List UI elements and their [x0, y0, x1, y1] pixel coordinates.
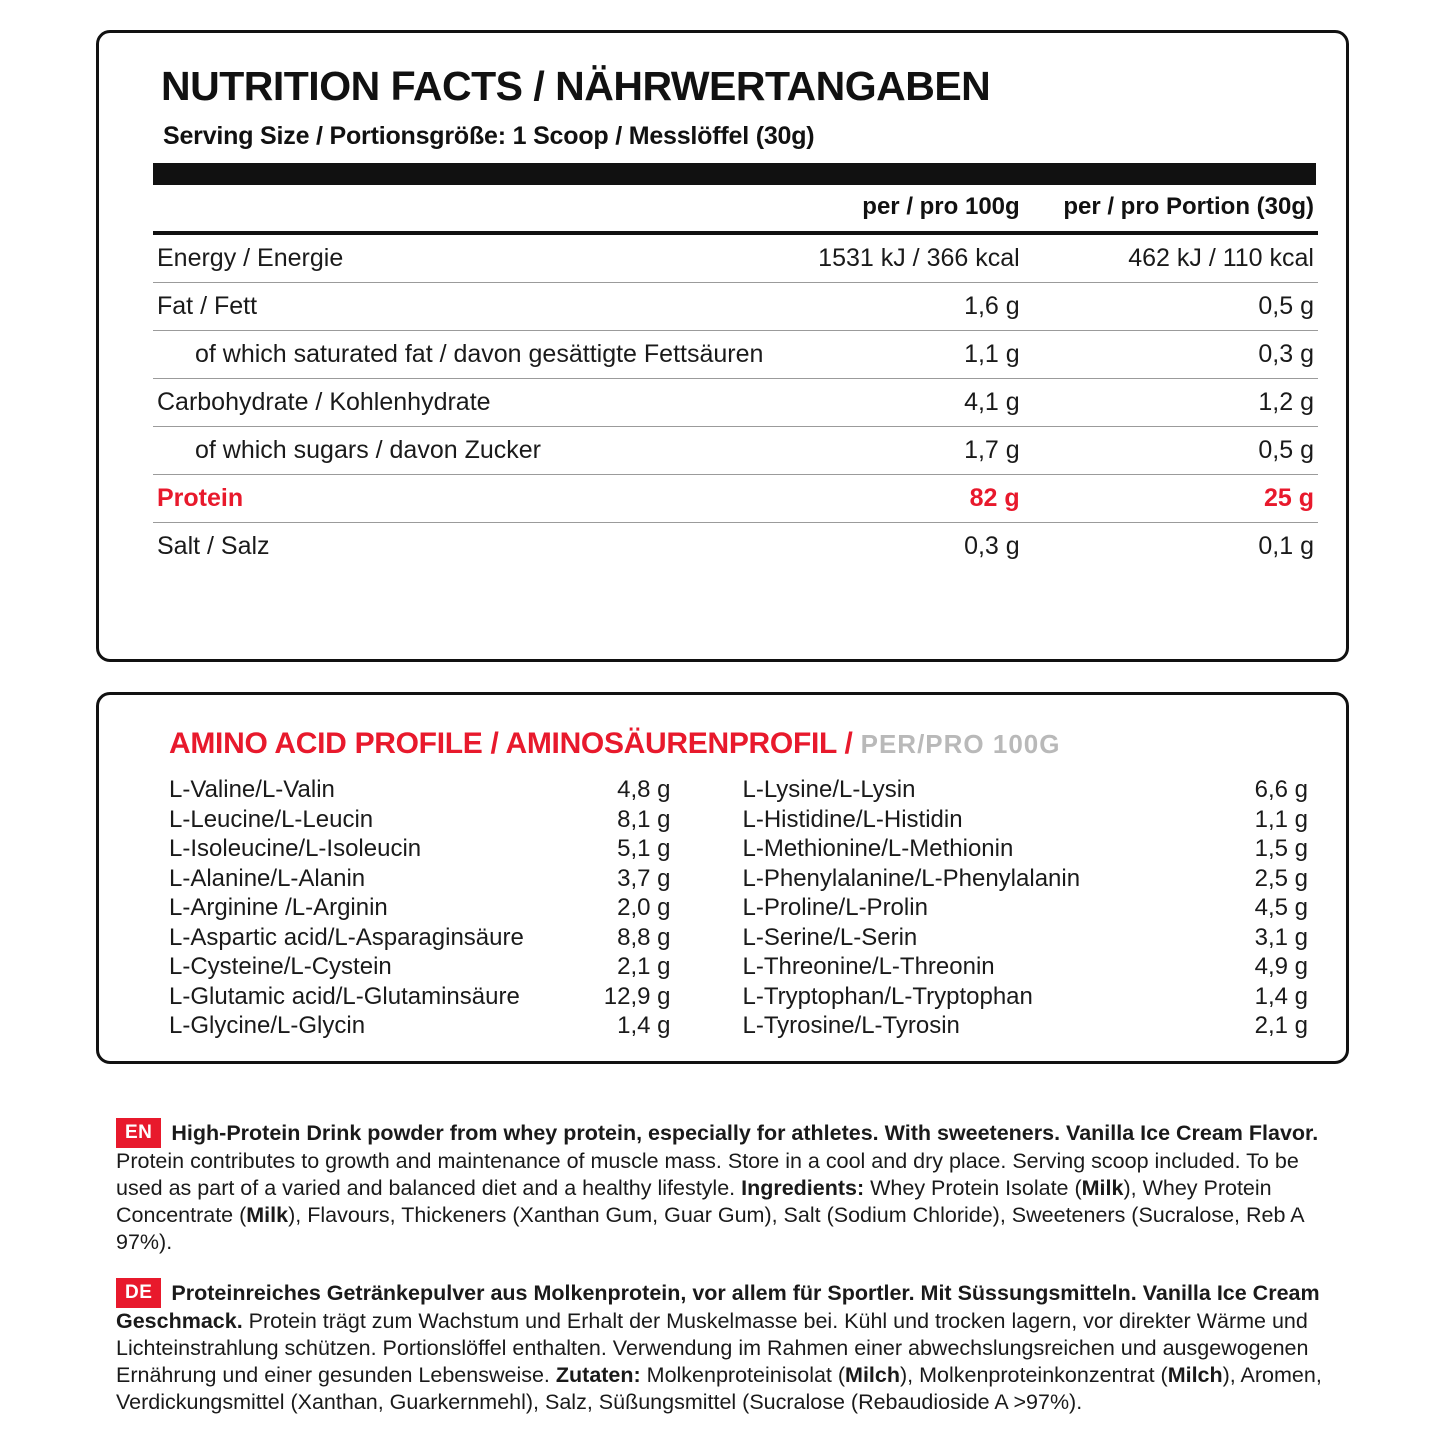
amino-name: L-Methionine/L-Methionin — [742, 835, 1014, 862]
nutrient-value-100g: 82 g — [767, 475, 1023, 523]
list-item — [743, 805, 1317, 835]
amino-name: L-Cysteine/L-Cystein — [169, 953, 392, 980]
amino-value: 2,0 g — [617, 894, 671, 921]
list-item — [169, 805, 743, 835]
list-item — [169, 923, 743, 953]
allergen-milk-de-1: Milch — [845, 1363, 900, 1387]
list-item — [169, 864, 743, 894]
language-badge-de: DE — [116, 1278, 161, 1308]
amino-value: 6,6 g — [1254, 776, 1308, 803]
amino-name: L-Aspartic acid/L-Asparaginsäure — [169, 923, 524, 951]
list-item — [169, 952, 743, 982]
nutrient-value-portion: 0,5 g — [1024, 427, 1318, 475]
amino-value: 4,9 g — [1254, 953, 1308, 980]
amino-name: L-Isoleucine/L-Isoleucin — [169, 835, 422, 862]
allergen-milk-en-1: Milk — [1081, 1176, 1124, 1200]
ingredients-label-de: Zutaten: — [555, 1363, 641, 1387]
amino-name: L-Glycine/L-Glycin — [169, 1012, 366, 1039]
amino-profile-title-text: AMINO ACID PROFILE / AMINOSÄURENPROFIL / — [169, 727, 853, 760]
allergen-milk-de-2: Milch — [1167, 1363, 1223, 1387]
table-row — [153, 427, 1318, 475]
amino-name: L-Glutamic acid/L-Glutaminsäure — [169, 982, 520, 1010]
amino-value: 2,5 g — [1254, 864, 1308, 892]
amino-name: L-Valine/L-Valin — [169, 776, 335, 803]
list-item — [743, 893, 1317, 923]
column-header-nutrient — [153, 185, 767, 233]
ingredients-label-en: Ingredients: — [741, 1176, 865, 1200]
amino-column-left — [169, 775, 743, 1041]
table-row — [153, 379, 1318, 427]
amino-profile-subtitle: PER/PRO 100G — [860, 729, 1061, 759]
nutrient-value-portion: 0,5 g — [1024, 283, 1318, 331]
amino-value: 1,5 g — [1254, 835, 1308, 862]
table-row — [153, 523, 1318, 571]
list-item — [743, 923, 1317, 953]
amino-name: L-Histidine/L-Histidin — [742, 805, 963, 833]
nutrient-value-portion: 1,2 g — [1024, 379, 1318, 427]
amino-value: 2,1 g — [1254, 1012, 1308, 1039]
list-item — [743, 1011, 1317, 1041]
amino-name: L-Leucine/L-Leucin — [169, 805, 374, 833]
amino-name: L-Phenylalanine/L-Phenylalanin — [742, 864, 1081, 892]
column-header-per-portion: per / pro Portion (30g) — [1024, 185, 1318, 233]
amino-name: L-Proline/L-Prolin — [742, 894, 928, 921]
amino-name: L-Tyrosine/L-Tyrosin — [742, 1012, 960, 1039]
amino-name: L-Tryptophan/L-Tryptophan — [742, 982, 1033, 1010]
language-badge-en: EN — [116, 1118, 161, 1148]
nutrient-value-100g: 1,1 g — [767, 331, 1023, 379]
table-row — [153, 233, 1318, 283]
amino-name: L-Threonine/L-Threonin — [742, 953, 995, 980]
nutrient-value-portion: 0,1 g — [1258, 532, 1314, 560]
nutrient-value-100g: 1,7 g — [767, 427, 1023, 475]
list-item — [743, 982, 1317, 1012]
nutrient-label: Energy / Energie — [153, 233, 767, 283]
description-lead-de: Proteinreiches Getränkepulver aus Molkenprotein, vor allem für Sportler. Mit Süssungsmitteln. Vanilla Ice Cream Geschmack. — [116, 1281, 1320, 1333]
amino-columns — [169, 775, 1316, 1041]
description-german — [116, 1278, 1349, 1416]
amino-value: 4,5 g — [1254, 894, 1308, 921]
amino-value: 3,1 g — [1254, 923, 1308, 951]
nutrient-value-100g: 4,1 g — [767, 379, 1023, 427]
nutrient-label: of which saturated fat / davon gesättigte Fettsäuren — [153, 331, 767, 379]
list-item — [169, 893, 743, 923]
ingredients-part3-en: ), Flavours, Thickeners (Xanthan Gum, Guar Gum), Salt (Sodium Chloride), Sweeteners (Sucralose, Reb A 97%). — [116, 1203, 1304, 1254]
nutrition-facts-title: NUTRITION FACTS / NÄHRWERTANGABEN — [161, 63, 991, 109]
header-black-bar — [153, 163, 1316, 185]
ingredients-part2-en: ), Whey Protein Concentrate ( — [116, 1176, 1272, 1227]
nutrient-label: Fat / Fett — [153, 283, 767, 331]
nutrient-value-100g: 0,3 g — [964, 532, 1020, 560]
amino-acid-profile-panel — [96, 692, 1349, 1064]
nutrient-value-portion: 25 g — [1024, 475, 1318, 523]
description-english — [116, 1118, 1349, 1256]
nutrient-value-100g: 1,6 g — [767, 283, 1023, 331]
description-body-en: Protein contributes to growth and maintenance of muscle mass. Store in a cool and dry place. Serving scoop included. To be used as part of a varied and balanced diet and a healthy lifestyle. — [116, 1149, 1299, 1200]
table-row — [153, 331, 1318, 379]
allergen-milk-en-2: Milk — [246, 1203, 289, 1227]
amino-value: 4,8 g — [617, 776, 671, 803]
list-item — [743, 952, 1317, 982]
list-item — [169, 1011, 743, 1041]
amino-value: 12,9 g — [603, 982, 671, 1010]
amino-name: L-Lysine/L-Lysin — [742, 776, 916, 803]
list-item — [743, 864, 1317, 894]
amino-name: L-Alanine/L-Alanin — [169, 864, 366, 892]
amino-name: L-Arginine /L-Arginin — [169, 894, 388, 921]
nutrient-label: Protein — [153, 475, 767, 523]
nutrition-facts-panel — [96, 30, 1349, 662]
ingredients-part3-de: ), Aromen, Verdickungsmittel (Xanthan, Guarkernmehl), Salz, Süßungsmittel (Sucralose (Rebaudioside A >97%). — [116, 1363, 1322, 1414]
amino-value: 5,1 g — [617, 835, 671, 862]
table-row-protein — [153, 475, 1318, 523]
nutrient-label: of which sugars / davon Zucker — [153, 427, 767, 475]
list-item — [169, 775, 743, 805]
nutrient-value-portion: 462 kJ / 110 kcal — [1024, 233, 1318, 283]
ingredients-part1-en: Whey Protein Isolate ( — [864, 1176, 1082, 1200]
nutrient-label: Carbohydrate / Kohlenhydrate — [153, 379, 767, 427]
amino-value: 2,1 g — [617, 953, 671, 980]
column-header-per-100g: per / pro 100g — [767, 185, 1023, 233]
amino-value: 1,4 g — [617, 1012, 671, 1039]
list-item — [743, 775, 1317, 805]
amino-value: 8,1 g — [617, 805, 671, 833]
amino-name: L-Serine/L-Serin — [742, 923, 918, 951]
list-item — [743, 834, 1317, 864]
serving-size-text: Serving Size / Portionsgröße: 1 Scoop / Messlöffel (30g) — [163, 122, 815, 150]
amino-value: 8,8 g — [617, 923, 671, 951]
table-header-row — [153, 185, 1318, 233]
description-body-de: Protein trägt zum Wachstum und Erhalt der Muskelmasse bei. Kühl und trocken lagern, vor direkter Wärme und Lichteinstrahlung schützen. Portionslöffel enthalten. Verwendung im Rahmen einer abwechslungsreichen und ausgewogenen Ernährung und einer gesunden Lebensweise. — [116, 1309, 1309, 1387]
amino-value: 1,1 g — [1254, 805, 1308, 833]
amino-column-right — [743, 775, 1317, 1041]
list-item — [169, 982, 743, 1012]
amino-profile-title — [169, 727, 1316, 761]
ingredients-part2-de: ), Molkenproteinkonzentrat ( — [900, 1363, 1168, 1387]
nutrient-label: Salt / Salz — [157, 532, 270, 560]
nutrient-value-100g: 1531 kJ / 366 kcal — [767, 233, 1023, 283]
nutrient-value-portion: 0,3 g — [1024, 331, 1318, 379]
table-row — [153, 283, 1318, 331]
nutrition-table — [153, 185, 1318, 570]
amino-value: 3,7 g — [617, 864, 671, 892]
description-lead-en: High-Protein Drink powder from whey protein, especially for athletes. With sweeteners. Vanilla Ice Cream Flavor. — [171, 1121, 1319, 1145]
amino-value: 1,4 g — [1254, 982, 1308, 1010]
ingredients-part1-de: Molkenproteinisolat ( — [640, 1363, 846, 1387]
list-item — [169, 834, 743, 864]
